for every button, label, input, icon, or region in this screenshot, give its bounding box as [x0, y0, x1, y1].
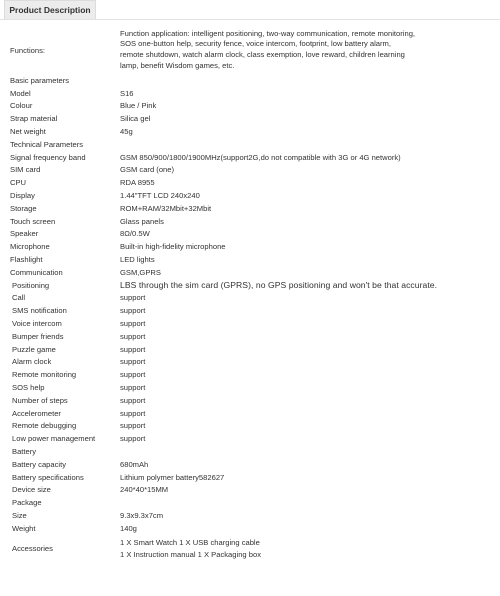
table-row	[0, 151, 500, 164]
spec-key: Number of steps	[12, 395, 68, 405]
table-row	[0, 535, 500, 563]
table-row	[0, 432, 500, 445]
table-row	[0, 176, 500, 189]
table-row	[0, 26, 500, 74]
table-row	[0, 202, 500, 215]
spec-key: Alarm clock	[12, 357, 52, 367]
spec-value: S16	[120, 88, 134, 98]
spec-value: support	[120, 383, 146, 393]
spec-value: Built-in high-fidelity microphone	[120, 242, 226, 252]
spec-key: Microphone	[10, 242, 50, 252]
table-row	[0, 368, 500, 381]
table-row	[0, 407, 500, 420]
spec-key: Display	[10, 191, 35, 201]
table-row	[0, 445, 500, 458]
spec-value: GSM,GPRS	[120, 267, 161, 277]
spec-value: support	[120, 370, 146, 380]
table-row	[0, 304, 500, 317]
spec-value: support	[120, 293, 146, 303]
spec-key: Low power management	[12, 434, 96, 444]
spec-value: 1.44"TFT LCD 240x240	[120, 191, 200, 201]
spec-value: Glass panels	[120, 216, 164, 226]
spec-value: support	[120, 395, 146, 405]
spec-value: 9.3x9.3x7cm	[120, 510, 164, 520]
table-row	[0, 356, 500, 369]
spec-key: Package	[12, 498, 42, 508]
spec-value: LED lights	[120, 255, 155, 265]
spec-key: Net weight	[10, 127, 46, 137]
spec-key: Flashlight	[10, 255, 43, 265]
spec-value: Blue / Pink	[120, 101, 157, 111]
accessories-line: 1 X Smart Watch 1 X USB charging cable	[120, 537, 260, 547]
table-row	[0, 138, 500, 151]
spec-value: support	[120, 434, 146, 444]
table-row	[0, 279, 500, 292]
spec-key: Remote monitoring	[12, 370, 77, 380]
spec-value: support	[120, 344, 146, 354]
spec-key: Touch screen	[10, 216, 56, 226]
spec-value: support	[120, 306, 146, 316]
spec-key: CPU	[10, 178, 27, 188]
spec-key: Basic parameters	[10, 75, 70, 85]
spec-key: Speaker	[10, 229, 39, 239]
spec-key: Strap material	[10, 114, 58, 124]
spec-key: Positioning	[12, 280, 50, 290]
table-row	[0, 394, 500, 407]
spec-key: Accelerometer	[12, 408, 61, 418]
spec-value	[120, 138, 500, 151]
table-row	[0, 471, 500, 484]
spec-key: Battery capacity	[12, 459, 67, 469]
spec-value: Lithium polymer battery582627	[120, 472, 225, 482]
table-row	[0, 164, 500, 177]
spec-key: SMS notification	[12, 306, 67, 316]
spec-key: Storage	[10, 203, 37, 213]
spec-value: 680mAh	[120, 459, 149, 469]
spec-value: 8Ω/0.5W	[120, 229, 150, 239]
spec-key: SIM card	[10, 165, 41, 175]
table-row	[0, 253, 500, 266]
spec-value: 140g	[120, 523, 137, 533]
table-row	[0, 509, 500, 522]
table-row	[0, 420, 500, 433]
table-row	[0, 343, 500, 356]
spec-table	[0, 26, 500, 563]
spec-value	[120, 496, 500, 509]
spec-value: LBS through the sim card (GPRS), no GPS positioning and won't be that accurate.	[120, 280, 438, 291]
accessories-line: 1 X Instruction manual 1 X Packaging box	[120, 549, 261, 559]
table-row	[0, 266, 500, 279]
spec-key: Signal frequency band	[10, 152, 86, 162]
spec-value: RDA 8955	[120, 178, 155, 188]
spec-value	[120, 74, 500, 87]
table-row	[0, 317, 500, 330]
functions-line: Function application: intelligent positioning, two-way communication, remote monitoring,	[120, 28, 416, 38]
spec-key: Call	[12, 293, 26, 303]
table-row	[0, 330, 500, 343]
spec-key: Communication	[10, 267, 63, 277]
spec-key: Voice intercom	[12, 319, 62, 329]
table-row	[0, 87, 500, 100]
table-row	[0, 125, 500, 138]
spec-value: support	[120, 421, 146, 431]
spec-value: GSM 850/900/1800/1900MHz(support2G,do not compatible with 3G or 4G network)	[120, 152, 401, 162]
spec-value: 240*40*15MM	[120, 485, 169, 495]
table-row	[0, 240, 500, 253]
table-row	[0, 522, 500, 535]
table-row	[0, 496, 500, 509]
spec-key: Functions:	[10, 45, 46, 55]
spec-key: Bumper friends	[12, 331, 64, 341]
table-row	[0, 458, 500, 471]
table-row	[0, 292, 500, 305]
spec-key: Device size	[12, 485, 51, 495]
table-row	[0, 215, 500, 228]
spec-key: Weight	[12, 523, 36, 533]
functions-line: remote shutdown, watch alarm clock, class exemption, love reward, children learning	[120, 50, 405, 59]
spec-key: Remote debugging	[12, 421, 77, 431]
spec-key: Technical Parameters	[10, 139, 84, 149]
spec-key: Size	[12, 510, 27, 520]
functions-line: SOS one-button help, security fence, voice intercom, footprint, low battery alarm,	[120, 39, 391, 49]
spec-value	[120, 26, 500, 74]
spec-key: Model	[10, 88, 31, 98]
spec-value: ROM+RAM/32Mbit+32Mbit	[120, 203, 212, 213]
functions-line: lamp, benefit Wisdom games, etc.	[120, 60, 235, 70]
spec-value: support	[120, 408, 146, 418]
table-row	[0, 228, 500, 241]
spec-key: Battery specifications	[12, 472, 84, 482]
spec-value: support	[120, 331, 146, 341]
spec-value: support	[120, 357, 146, 367]
spec-value	[120, 445, 500, 458]
table-row	[0, 189, 500, 202]
spec-key: Puzzle game	[12, 344, 56, 354]
spec-value: Silica gel	[120, 114, 151, 124]
table-row	[0, 381, 500, 394]
spec-key: SOS help	[12, 383, 45, 393]
spec-value: GSM card (one)	[120, 165, 175, 175]
spec-key: Colour	[10, 101, 33, 111]
spec-key: Accessories	[12, 544, 53, 554]
spec-key: Battery	[12, 447, 37, 456]
spec-value: support	[120, 319, 146, 329]
table-row	[0, 112, 500, 125]
tab-bar	[0, 0, 500, 20]
spec-value	[120, 535, 500, 563]
table-row	[0, 484, 500, 497]
table-row	[0, 100, 500, 113]
spec-value: 45g	[120, 127, 133, 137]
table-row	[0, 74, 500, 87]
tab-product-description[interactable]: Product Description	[4, 0, 96, 19]
